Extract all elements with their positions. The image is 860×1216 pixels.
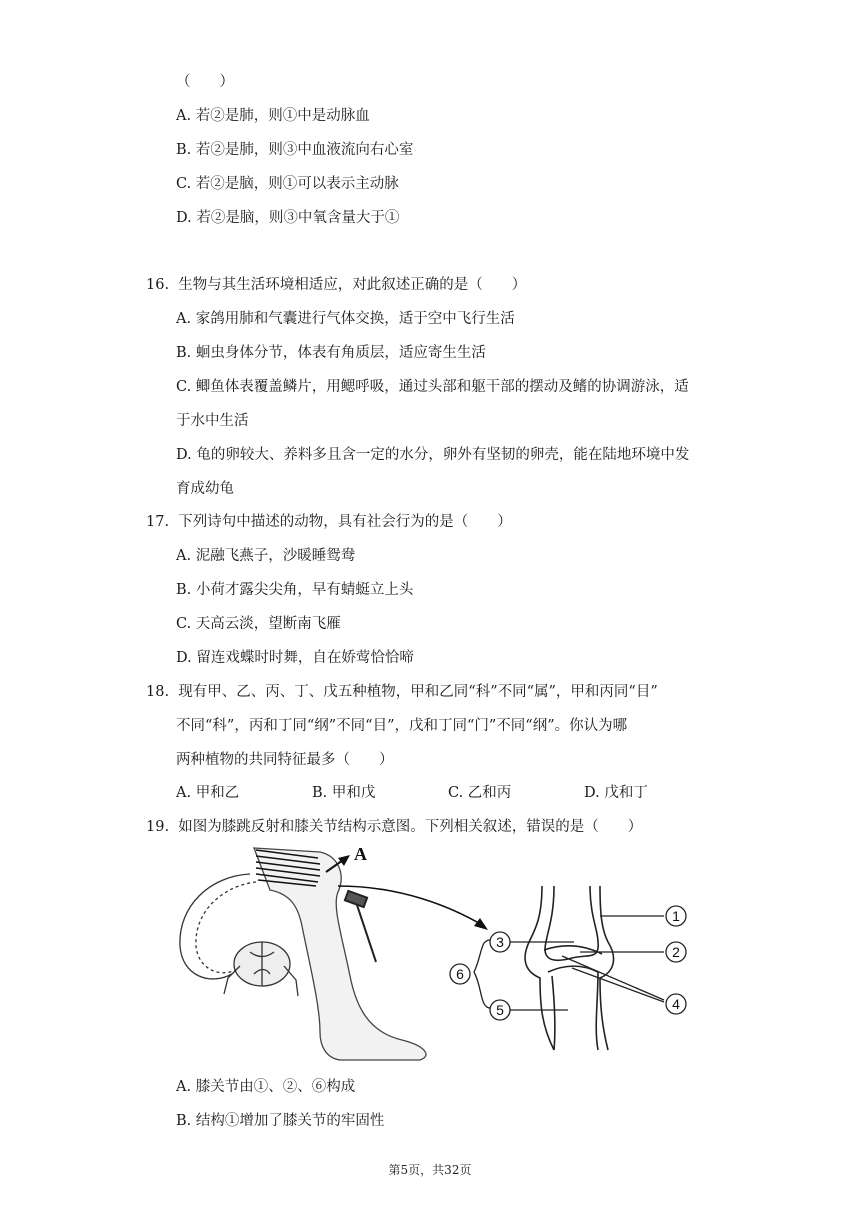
articular-cartilage [544,946,602,954]
q17-stem [146,512,512,532]
q16-option-d: D. 龟的卵较大、养料多且含一定的水分，卵外有坚韧的卵壳，能在陆地环境中发 [176,447,690,463]
q16-option-d-cont: 育成幼龟 [176,481,234,497]
knee-reflex-figure [170,846,710,1066]
q15-stem-tail: （ ） [176,74,234,90]
q16-option-c: C. 鲫鱼体表覆盖鳞片，用鳃呼吸，通过头部和躯干部的摆动及鳍的协调游泳，适 [176,379,689,395]
q18-option-c: C. 乙和丙 [448,785,512,801]
label-a: A [354,846,367,864]
joint-outline-left [525,886,554,1050]
q19-number: 19. [146,819,170,835]
q19-option-b: B. 结构①增加了膝关节的牢固性 [176,1113,385,1129]
page-footer: 第5页，共32页 [388,1163,472,1177]
label-6: 6 [456,966,464,982]
q17-number: 17. [146,514,170,530]
label-4: 4 [672,996,680,1012]
q18-stem-line-3: 两种植物的共同特征最多（ ） [176,752,394,768]
q18-option-b: B. 甲和戊 [312,785,376,801]
q19-stem [146,817,642,837]
q15-option-a: A. 若②是肺，则①中是动脉血 [176,108,370,124]
q16-option-a: A. 家鸽用肺和气囊进行气体交换，适于空中飞行生活 [176,311,515,327]
q16-option-b: B. 蛔虫身体分节，体表有角质层，适应寄生生活 [176,345,486,361]
q15-option-b: B. 若②是肺，则③中血液流向右心室 [176,142,414,158]
q16-stem-text: 生物与其生活环境相适应，对此叙述正确的是（ ） [178,277,527,293]
q17-option-b: B. 小荷才露尖尖角，早有蜻蜓立上头 [176,582,414,598]
q17-option-d: D. 留连戏蝶时时舞，自在娇莺恰恰啼 [176,650,414,666]
label-5: 5 [496,1002,504,1018]
label-3: 3 [496,934,504,950]
tibia [548,966,598,1050]
label-2: 2 [672,944,680,960]
q18-stem [146,682,658,702]
q16-option-c-cont: 于水中生活 [176,413,249,429]
q18-stem-line-1: 现有甲、乙、丙、丁、戊五种植物，甲和乙同“科”不同“属”，甲和丙同“目” [178,684,658,700]
joint-outline-right [600,886,614,1050]
q15-option-d: D. 若②是脑，则③中氧含量大于① [176,210,400,226]
q16-number: 16. [146,277,170,293]
q19-stem-text: 如图为膝跳反射和膝关节结构示意图。下列相关叙述，错误的是（ ） [178,819,643,835]
q18-option-a: A. 甲和乙 [176,785,240,801]
q17-stem-text: 下列诗句中描述的动物，具有社会行为的是（ ） [178,514,512,530]
q18-stem-line-2: 不同“科”，丙和丁同“纲”不同“目”，戊和丁同“门”不同“纲”。你认为哪 [176,718,628,734]
label-1: 1 [672,908,680,924]
q15-option-c: C. 若②是脑，则①可以表示主动脉 [176,176,399,192]
q19-option-a: A. 膝关节由①、②、⑥构成 [176,1079,356,1095]
q16-stem [146,275,526,295]
q17-option-a: A. 泥融飞燕子，沙暖睡鸳鸯 [176,548,356,564]
q18-number: 18. [146,684,170,700]
q18-option-d: D. 戊和丁 [584,785,648,801]
q17-option-c: C. 天高云淡，望断南飞雁 [176,616,341,632]
